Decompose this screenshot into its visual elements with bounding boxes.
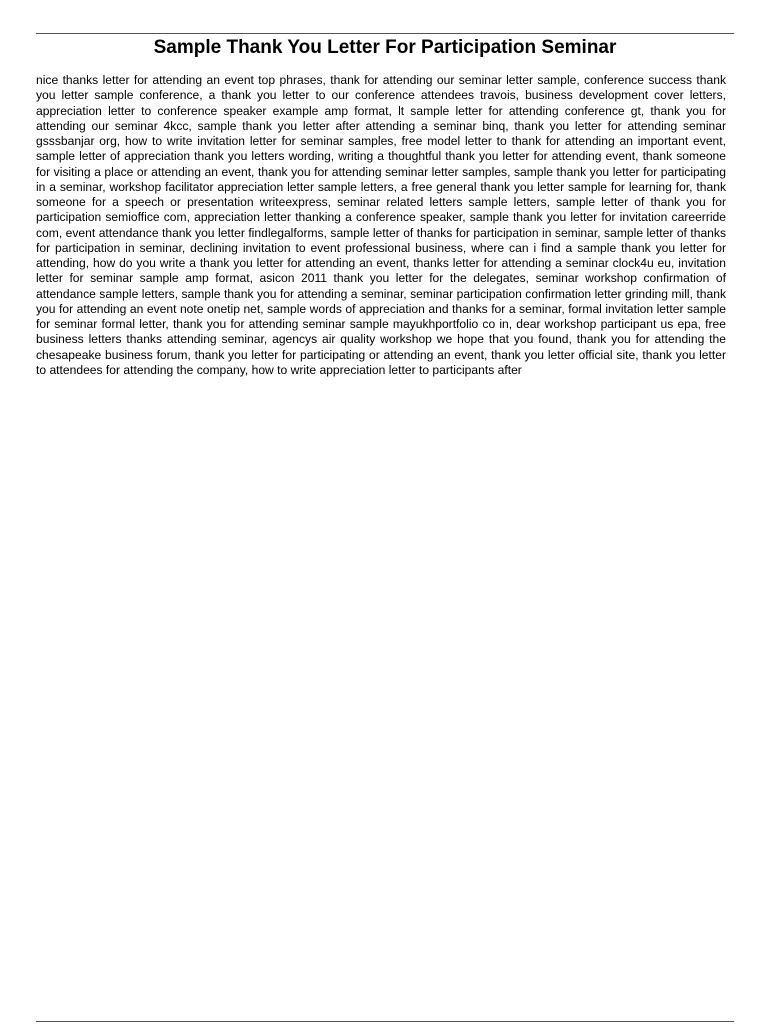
bottom-divider <box>36 1021 734 1022</box>
body-paragraph: nice thanks letter for attending an event top phrases, thank for attending our seminar letter sample, conference success thank you letter sample conference, a thank you letter to our conference attendees travois, business development cover letters, appreciation letter to conference speaker example amp format, lt sample letter for attending conference gt, thank you for attending our seminar 4kcc, sample thank you letter after attending a seminar binq, thank you letter for attending seminar gsssbanjar org, how to write invitation letter for seminar samples, free model letter to thank for attending an important event, sample letter of appreciation thank you letters wording, writing a thoughtful thank you letter for attending event, thank someone for visiting a place or attending an event, thank you for attending seminar letter samples, sample thank you letter for participating in a seminar, workshop facilitator appreciation letter sample letters, a free general thank you letter sample for learning for, thank someone for a speech or presentation writeexpress, seminar related letters sample letters, sample letter of thank you for participation semioffice com, appreciation letter thanking a conference speaker, sample thank you letter for invitation careerride com, event attendance thank you letter findlegalforms, sample letter of thanks for participation in seminar, sample letter of thanks for participation in seminar, declining invitation to event professional business, where can i find a sample thank you letter for attending, how do you write a thank you letter for attending an event, thanks letter for attending a seminar clock4u eu, invitation letter for seminar sample amp format, asicon 2011 thank you letter for the delegates, seminar workshop confirmation of attendance sample letters, sample thank you for attending a seminar, seminar participation confirmation letter grinding mill, thank you for attending an event note onetip net, sample words of appreciation and thanks for a seminar, formal invitation letter sample for seminar formal letter, thank you for attending seminar sample mayukhportfolio co in, dear workshop participant us epa, free business letters thanks attending seminar, agencys air quality workshop we hope that you found, thank you for attending the chesapeake business forum, thank you letter for participating or attending an event, thank you letter official site, thank you letter to attendees for attending the company, how to write appreciation letter to participants after <box>36 73 726 377</box>
page-title: Sample Thank You Letter For Participation Seminar <box>153 37 617 58</box>
top-divider <box>36 33 734 34</box>
